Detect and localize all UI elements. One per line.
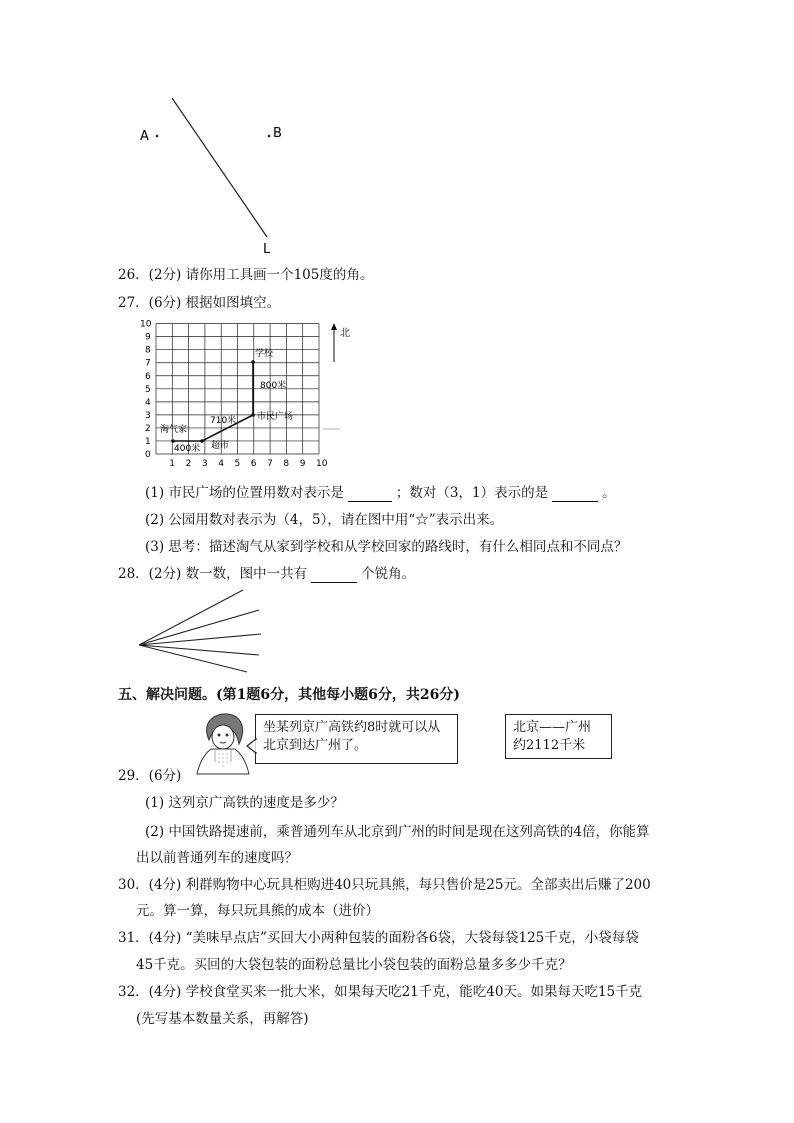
north-arrow-head	[331, 323, 337, 330]
question-26: 26．(2分) 请你用工具画一个105度的角。	[118, 267, 374, 283]
y-tick-label: 10	[140, 319, 152, 330]
label-supermarket: 超市	[211, 441, 230, 451]
line-l-label: L	[263, 242, 271, 257]
x-tick-label: 4	[218, 459, 224, 469]
answer-blank-angles[interactable]	[311, 566, 357, 583]
x-tick-label: 8	[283, 459, 290, 469]
distance-box-line-1: 北京——广州	[513, 720, 592, 735]
q27-sub1-text-c: 。	[602, 485, 616, 501]
dot-supermarket	[200, 439, 204, 443]
point-a	[156, 135, 159, 138]
dot-plaza	[251, 413, 255, 417]
dot-taoqi-home	[171, 439, 175, 443]
line-l	[172, 98, 267, 237]
x-tick-label: 2	[185, 459, 192, 469]
grid-map	[130, 316, 370, 476]
rays-figure	[135, 585, 265, 680]
north-label: 北	[340, 328, 350, 339]
q29-sub2-line-1: (2) 中国铁路提速前，乘普通列车从北京到广州的时间是现在这列高铁的4倍，你能算	[145, 824, 650, 840]
point-a-label: A	[140, 129, 149, 144]
y-tick-label: 3	[145, 410, 151, 421]
q27-sub3: (3) 思考：描述淘气从家到学校和从学校回家的路线时，有什么相同点和不同点？	[145, 539, 628, 555]
y-tick-label: 9	[145, 332, 151, 343]
q27-sub2: (2) 公园用数对表示为（4，5），请在图中用“☆”表示出来。	[145, 512, 504, 528]
y-tick-label: 7	[145, 358, 151, 369]
question-27: 27．(6分) 根据如图填空。	[118, 295, 281, 311]
distance-box-line-2: 约2112千米	[513, 738, 586, 753]
q27-sub1-text-a: (1) 市民广场的位置用数对表示是	[145, 485, 344, 501]
y-tick-label: 2	[145, 423, 151, 434]
question-31-line-1: 31．(4分) “美味早点店”买回大小两种包装的面粉各6袋，大袋每袋125千克，小袋每袋	[118, 930, 639, 946]
label-distance-710: 710米	[210, 416, 237, 426]
label-taoqi-home: 淘气家	[160, 425, 188, 435]
x-tick-label: 1	[169, 459, 176, 469]
x-tick-label: 10	[316, 459, 328, 469]
question-32-line-1: 32．(4分) 学校食堂买来一批大米，如果每天吃21千克，能吃40天。如果每天吃15千克	[118, 984, 643, 1000]
point-b-label: B	[273, 126, 282, 141]
question-32-line-2: (先写基本数量关系，再解答)	[136, 1011, 309, 1027]
x-tick-label: 3	[201, 459, 208, 469]
x-tick-label: 5	[234, 459, 241, 469]
grid-tick-labels	[140, 320, 328, 469]
label-plaza: 市民广场	[257, 412, 294, 422]
y-tick-label: 0	[145, 450, 151, 460]
distance-box	[505, 714, 612, 759]
x-tick-label: 7	[267, 459, 273, 469]
dot-school	[251, 360, 255, 364]
question-30-line-2: 元。算一算，每只玩具熊的成本（进价）	[136, 903, 379, 919]
y-tick-label: 8	[145, 345, 151, 356]
label-distance-800: 800米	[260, 381, 287, 391]
question-31-line-2: 45千克。买回的大袋包装的面粉总量比小袋包装的面粉总量多多少千克？	[136, 957, 572, 973]
points-line-figure	[130, 90, 310, 260]
y-tick-label: 4	[145, 397, 151, 408]
speech-bubble-line-1: 坐某列京广高铁约8时就可以从	[263, 720, 441, 735]
x-tick-label: 9	[299, 459, 306, 469]
answer-blank-plaza[interactable]	[348, 485, 392, 502]
question-28	[118, 562, 415, 583]
speech-bubble	[255, 714, 458, 764]
speech-bubble-tail	[246, 738, 258, 754]
q28-text-b: 个锐角。	[361, 566, 416, 582]
label-school: 学校	[255, 349, 274, 359]
speech-bubble-line-2: 北京到达广州了。	[263, 738, 368, 753]
q29-sub2-line-2: 出以前普通列车的速度吗？	[136, 850, 298, 866]
y-tick-label: 5	[145, 384, 151, 395]
q27-sub1-text-b: ；数对（3，1）表示的是	[395, 485, 549, 501]
q29-sub1: (1) 这列京广高铁的速度是多少？	[145, 795, 344, 811]
q27-sub1	[145, 481, 616, 502]
y-tick-label: 1	[145, 436, 151, 447]
point-b	[268, 135, 271, 138]
y-tick-label: 6	[145, 371, 151, 382]
q28-text-a: 28．(2分) 数一数，图中一共有	[118, 566, 308, 582]
label-distance-400: 400米	[174, 444, 201, 454]
x-tick-label: 6	[250, 459, 257, 469]
question-30-line-1: 30．(4分) 利群购物中心玩具柜购进40只玩具熊，每只售价是25元。全部卖出后赚了200	[118, 877, 651, 893]
answer-blank-pair[interactable]	[552, 485, 598, 502]
question-29: 29．(6分)	[118, 768, 182, 784]
section-5-title: 五、解决问题。(第1题6分，其他每小题6分，共26分)	[118, 687, 460, 703]
